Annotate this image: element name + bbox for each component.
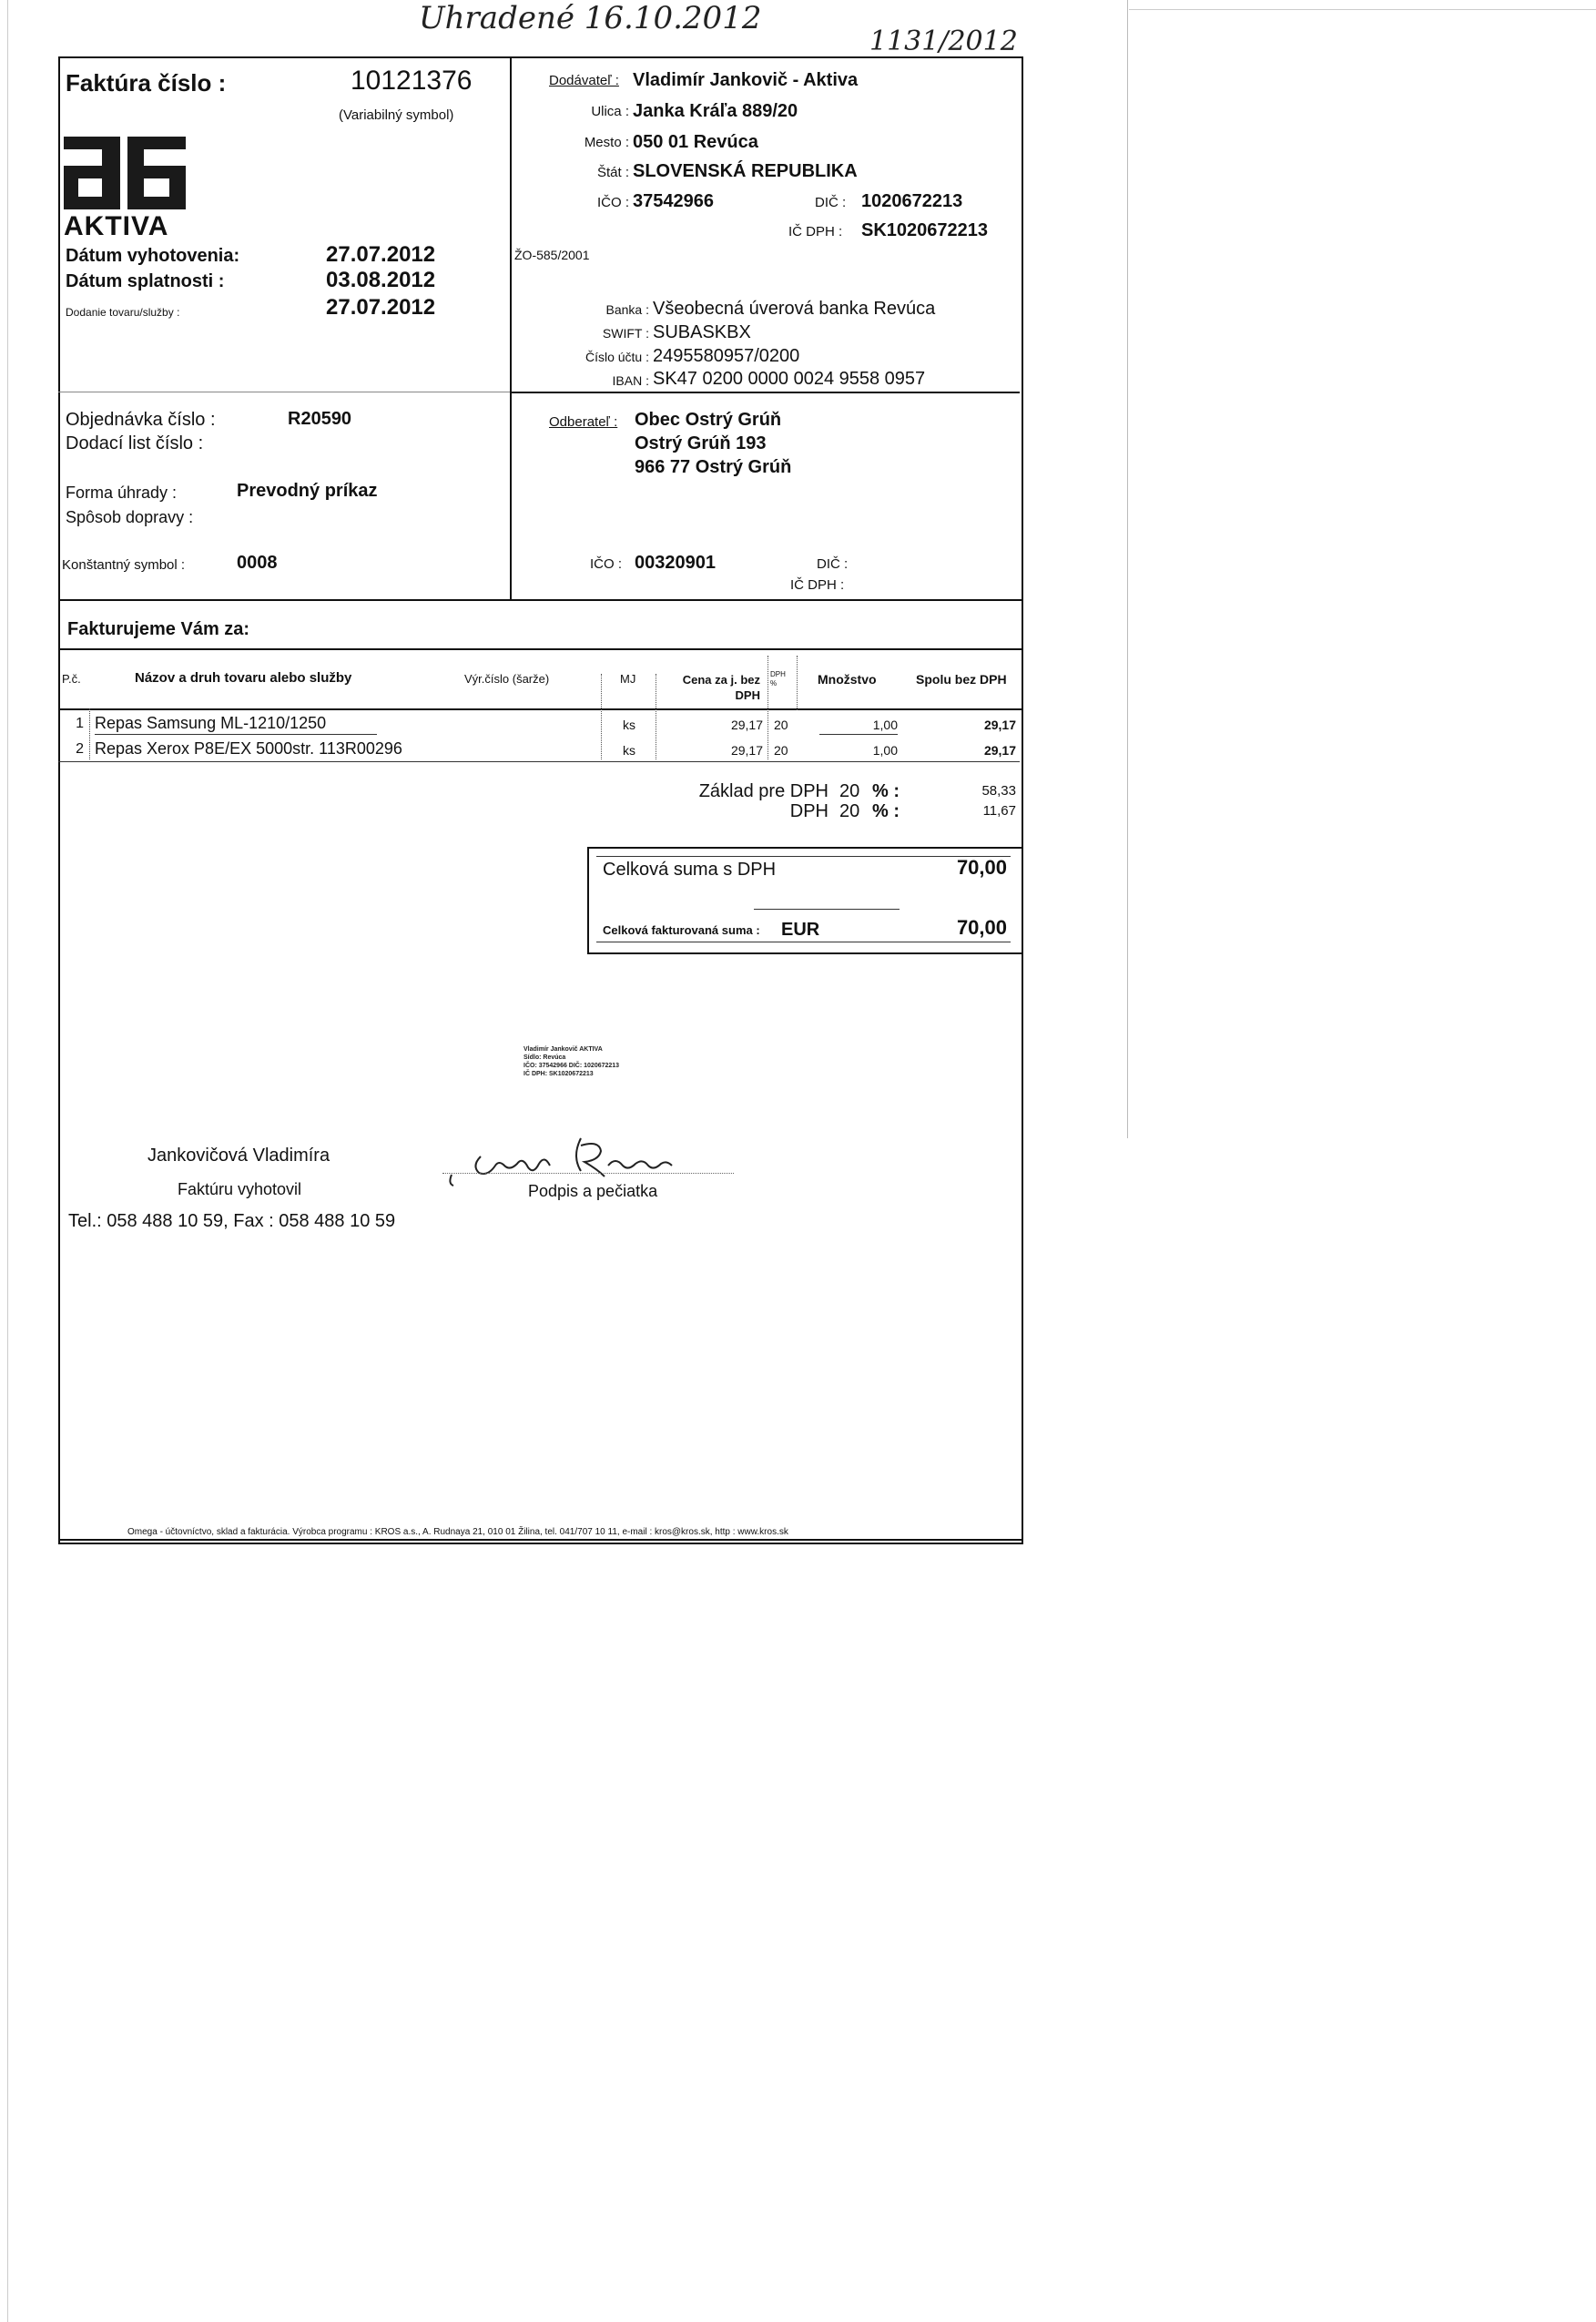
supplier-label: Dodávateľ : — [549, 73, 619, 88]
account-label: Číslo účtu : — [585, 350, 649, 364]
col-pos: P.č. — [62, 672, 81, 686]
account-number: 2495580957/0200 — [653, 346, 800, 366]
items-top-rule — [58, 599, 1022, 601]
gross-total-value: 70,00 — [956, 856, 1007, 879]
vat-base-value: 58,33 — [981, 783, 1016, 799]
row-qty: 1,00 — [872, 718, 898, 732]
supplier-ico: 37542966 — [633, 191, 714, 211]
logo-name: AKTIVA — [64, 211, 169, 241]
customer-name: Obec Ostrý Grúň — [635, 410, 782, 430]
customer-street: Ostrý Grúň 193 — [635, 433, 767, 453]
order-number: R20590 — [288, 409, 352, 429]
icdph-label: IČ DPH : — [788, 224, 843, 239]
issuer-label: Faktúru vyhotovil — [178, 1180, 302, 1198]
col-price: Cena za j. bez DPH — [682, 673, 760, 702]
col-vat: DPH % — [770, 670, 786, 687]
supplier-name: Vladimír Jankovič - Aktiva — [633, 70, 859, 90]
issue-date: 27.07.2012 — [326, 242, 436, 267]
city-label: Mesto : — [584, 135, 629, 150]
row-name: Repas Xerox P8E/EX 5000str. 113R00296 — [95, 739, 402, 758]
dic-label: DIČ : — [815, 195, 847, 210]
footer-text: Omega - účtovníctvo, sklad a fakturácia. Výrobca programu : KROS a.s., A. Rudnaya 21, 010 01 Žilina, tel. 041/707 10 11, e-mail : kros@kros.sk, http : www.kros.sk — [127, 1527, 788, 1537]
col-unit: MJ — [620, 672, 636, 686]
row-unit: ks — [623, 743, 635, 758]
iban-label: IBAN : — [612, 373, 649, 388]
col-name: Názov a druh tovaru alebo služby — [135, 670, 352, 686]
row-vat: 20 — [774, 743, 788, 758]
invoice-title: Faktúra číslo : — [66, 69, 227, 97]
handwritten-reference-note: 1131/2012 — [869, 25, 1018, 57]
row-total: 29,17 — [983, 718, 1016, 732]
row-qty: 1,00 — [872, 743, 898, 758]
company-stamp: Vladimír Jankovič AKTIVA Sídlo: Revúca IČO: 37542966 DIČ: 1020672213 IČ DPH: SK1020672213 — [524, 1046, 620, 1077]
variable-symbol-note: (Variabilný symbol) — [339, 107, 454, 123]
row-total: 29,17 — [983, 743, 1016, 758]
transport-label: Spôsob dopravy : — [66, 508, 194, 526]
row-unit: ks — [623, 718, 635, 732]
constant-symbol: 0008 — [237, 553, 278, 573]
vat-base-rate: 20 — [839, 781, 860, 801]
customer-label: Odberateľ : — [549, 414, 618, 430]
bank-label: Banka : — [605, 302, 649, 317]
col-serial: Výr.číslo (šarže) — [464, 672, 550, 686]
row-vat: 20 — [774, 718, 788, 732]
row-price: 29,17 — [730, 743, 763, 758]
order-label: Objednávka číslo : — [66, 410, 216, 430]
due-date: 03.08.2012 — [326, 268, 436, 292]
row-price: 29,17 — [730, 718, 763, 732]
vat-percent: % : — [872, 801, 900, 821]
contact-phone-fax: Tel.: 058 488 10 59, Fax : 058 488 10 59 — [68, 1211, 396, 1231]
invoiced-total-value: 70,00 — [956, 916, 1007, 939]
supplier-icdph: SK1020672213 — [861, 220, 989, 240]
street-label: Ulica : — [591, 104, 629, 119]
invoice-number: 10121376 — [351, 66, 473, 96]
swift-code: SUBASKBX — [653, 322, 751, 342]
constant-symbol-label: Konštantný symbol : — [62, 557, 186, 573]
delivery-date-label: Dodanie tovaru/služby : — [66, 306, 180, 319]
trade-register: ŽO-585/2001 — [514, 248, 590, 262]
vat-rate: 20 — [839, 801, 860, 821]
ico-label: IČO : — [596, 195, 629, 210]
customer-ico: 00320901 — [635, 553, 716, 573]
gross-total-label: Celková suma s DPH — [603, 860, 777, 880]
col-total: Spolu bez DPH — [916, 672, 1007, 687]
aktiva-logo — [62, 135, 189, 244]
customer-icdph-label: IČ DPH : — [790, 577, 845, 593]
country-label: Štát : — [596, 165, 629, 180]
issue-date-label: Dátum vyhotovenia: — [66, 246, 240, 266]
customer-ico-label: IČO : — [590, 556, 623, 572]
bank-name: Všeobecná úverová banka Revúca — [653, 299, 936, 319]
delivery-note-label: Dodací list číslo : — [66, 433, 204, 453]
delivery-date: 27.07.2012 — [326, 295, 436, 320]
customer-city: 966 77 Ostrý Grúň — [635, 457, 792, 477]
vat-label: DPH — [789, 801, 828, 821]
issuer-name: Jankovičová Vladimíra — [147, 1146, 330, 1166]
footer-rule — [58, 1539, 1022, 1541]
iban-number: SK47 0200 0000 0024 9558 0957 — [653, 369, 926, 389]
supplier-city: 050 01 Revúca — [633, 132, 758, 152]
handwritten-paid-note: Uhradené 16.10.2012 — [419, 0, 762, 36]
items-heading-rule — [58, 648, 1022, 650]
vat-base-label: Základ pre DPH — [698, 781, 828, 801]
items-header-rule — [58, 708, 1022, 710]
row-name: Repas Samsung ML-1210/1250 — [95, 714, 327, 732]
supplier-customer-divider — [510, 392, 1020, 393]
supplier-dic: 1020672213 — [861, 191, 963, 211]
due-date-label: Dátum splatnosti : — [66, 271, 225, 291]
payment-method: Prevodný príkaz — [237, 481, 378, 501]
supplier-street: Janka Kráľa 889/20 — [633, 101, 798, 121]
invoiced-total-label: Celková fakturovaná suma : — [603, 923, 760, 937]
supplier-country: SLOVENSKÁ REPUBLIKA — [633, 161, 858, 181]
signature-label: Podpis a pečiatka — [528, 1182, 658, 1200]
swift-label: SWIFT : — [602, 326, 649, 341]
items-heading: Fakturujeme Vám za: — [67, 619, 250, 639]
vat-value: 11,67 — [982, 803, 1016, 819]
vat-base-percent: % : — [872, 781, 900, 801]
payment-label: Forma úhrady : — [66, 484, 178, 502]
row-pos: 2 — [76, 741, 84, 757]
col-qty: Množstvo — [818, 672, 877, 687]
row-pos: 1 — [76, 716, 84, 731]
invoiced-currency: EUR — [781, 920, 820, 940]
customer-dic-label: DIČ : — [817, 556, 849, 572]
